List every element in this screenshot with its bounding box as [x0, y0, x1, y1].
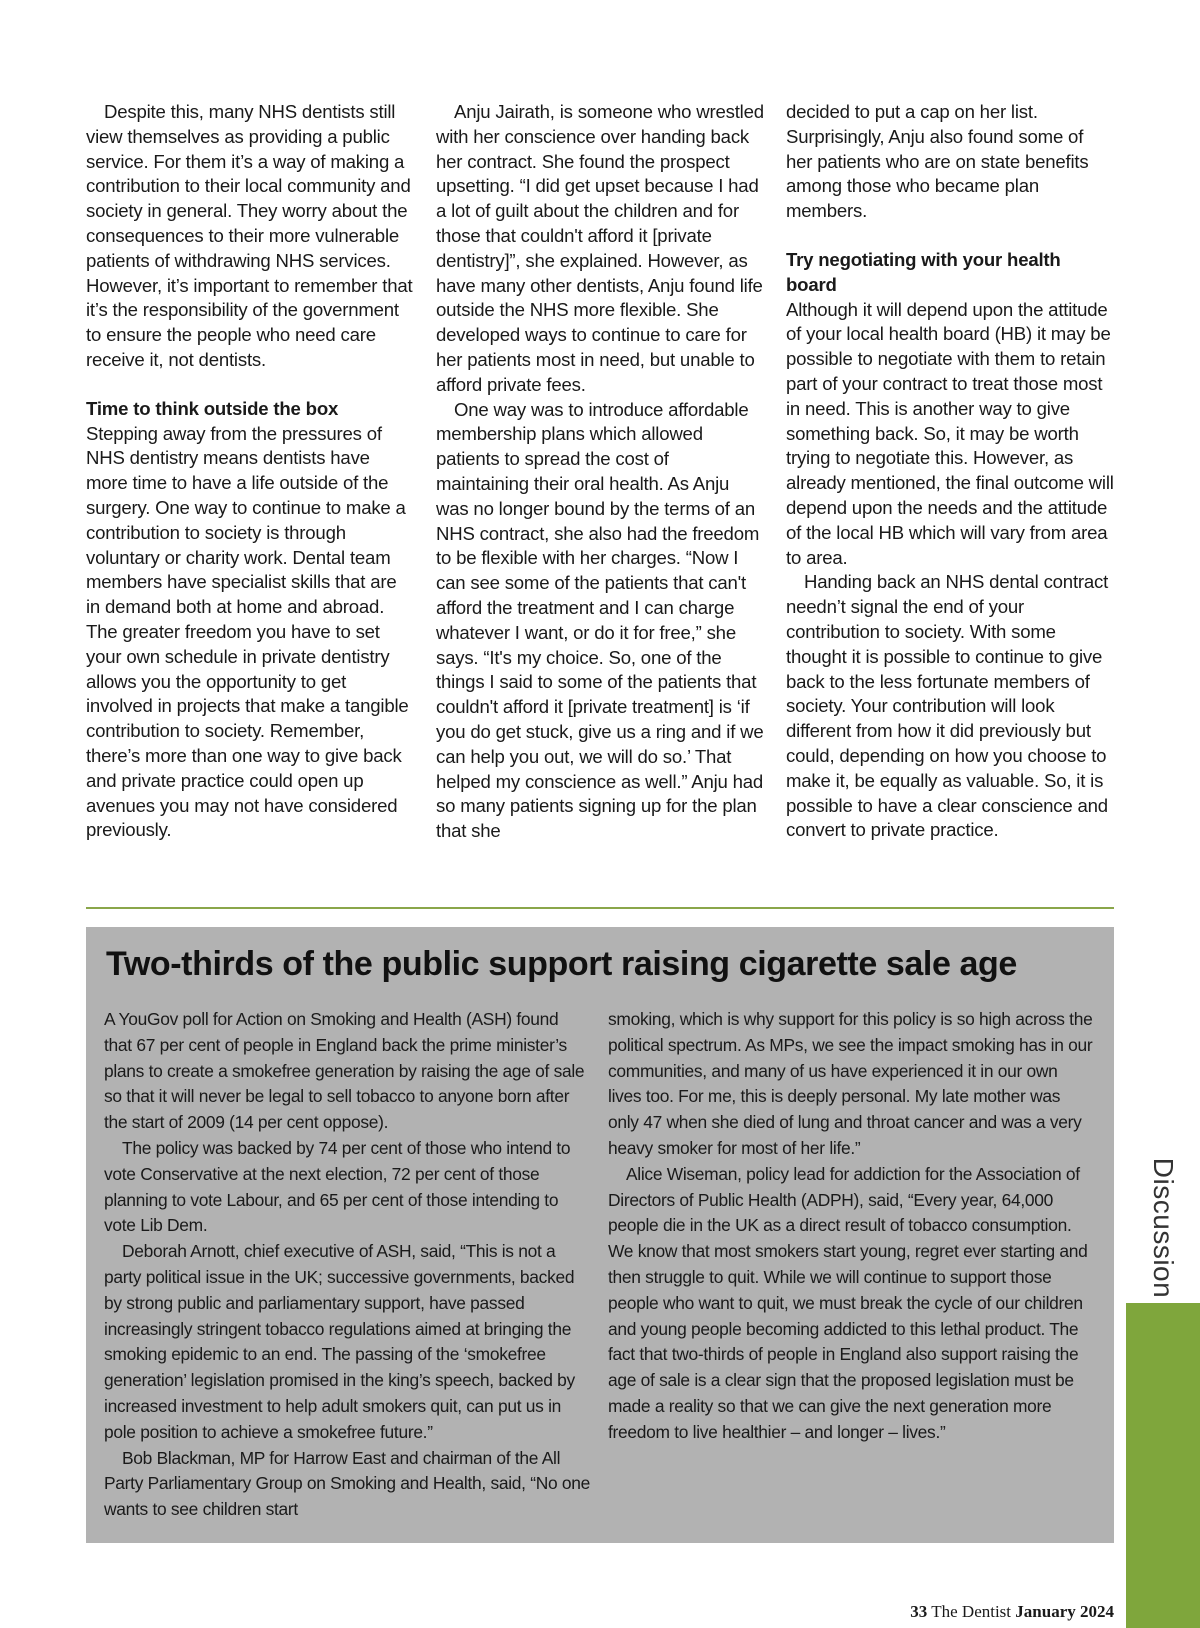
article-paragraph: decided to put a cap on her list. Surprisingly, Anju also found some of her patients who are on state benefits among those who became plan members. — [786, 101, 1089, 222]
issue-date: January 2024 — [1015, 1602, 1114, 1621]
article-paragraph: Stepping away from the pressures of NHS dentistry means dentists have more time to have a life outside of the surgery. One way to continue to make a contribution to society is through voluntary or charity work. Dental team members have specialist skills that are in demand both at home and abroad. The greater freedom you have to set your own schedule in private dentistry allows you the opportunity to get involved in projects that make a tangible contribution to society. Remember, there’s more than one way to give back and private practice could open up avenues you may not have considered previously. — [86, 422, 409, 841]
boxout-paragraph: The policy was backed by 74 per cent of those who intend to vote Conservative at the next election, 72 per cent of those planning to vote Labour, and 65 per cent of those intending to vote Lib Dem. — [104, 1137, 571, 1236]
boxout-paragraph: Bob Blackman, MP for Harrow East and chairman of the All Party Parliamentary Group on Smoking and Health, said, “No one wants to see children start — [104, 1447, 590, 1520]
boxout-paragraph: A YouGov poll for Action on Smoking and Health (ASH) found that 67 per cent of people in England back the prime minister’s plans to create a smokefree generation by raising the age of sale so that it will never be legal to sell tobacco to anyone born after the start of 2009 (14 per cent oppose). — [104, 1009, 585, 1133]
boxout-title: Two-thirds of the public support raising cigarette sale age — [106, 945, 1017, 983]
article-column-3 — [786, 100, 1114, 843]
boxout-paragraph: Alice Wiseman, policy lead for addiction for the Association of Directors of Public Health (ADPH), said, “Every year, 64,000 people die in the UK as a direct result of tobacco consumption. We know that most smokers start young, regret ever starting and then struggle to quit. While we will continue to support those people who want to quit, we must break the cycle of our children and young people becoming addicted to this lethal product. The fact that two-thirds of people in England also support raising the age of sale is a clear sign that the proposed legislation must be made a reality so that we can give the next generation more freedom to live healthier – and longer – lives.” — [608, 1163, 1088, 1442]
boxout-column-1 — [104, 1007, 590, 1523]
section-heading: Time to think outside the box — [86, 397, 339, 419]
article-paragraph: One way was to introduce affordable membership plans which allowed patients to spread the cost of maintaining their oral health. As Anju was no longer bound by the terms of an NHS contract, she also had the freedom to be flexible with her charges. “Now I can see some of the patients that can't afford the treatment and I can charge whatever I want, or do it for free,” she says. “It's my choice. So, one of the things I said to some of the patients that couldn't afford it [private treatment] is ‘if you do get stuck, give us a ring and if we can help you out, we will do so.’ That helped my conscience as well.” Anju had so many patients signing up for the plan that she — [436, 398, 764, 842]
boxout-paragraph: Deborah Arnott, chief executive of ASH, said, “This is not a party political issue in the UK; successive governments, backed by strong public and parliamentary support, have passed increasingly stringent tobacco regulations aimed at bringing the smoking epidemic to an end. The passing of the ‘smokefree generation’ legislation promised in the king’s speech, backed by increased investment to help adult smokers quit, can put us in pole position to achieve a smokefree future.” — [104, 1241, 575, 1442]
page-footer — [910, 1602, 1114, 1622]
article-column-1 — [86, 100, 414, 843]
page-number: 33 — [910, 1602, 928, 1621]
boxout-column-2 — [608, 1007, 1094, 1446]
section-heading: Try negotiating with your health board — [786, 248, 1061, 295]
section-tab — [1126, 1303, 1200, 1628]
article-paragraph: Although it will depend upon the attitude of your local health board (HB) it may be possible to negotiate with them to retain part of your contract to treat those most in need. This is another way to give something back. So, it may be worth trying to negotiate this. However, as already mentioned, the final outcome will depend upon the needs and the attitude of the local HB which will vary from area to area. — [786, 298, 1114, 568]
section-label: Discussion — [1148, 1157, 1179, 1299]
news-boxout — [86, 927, 1114, 1543]
article-paragraph: Handing back an NHS dental contract needn’t signal the end of your contribution to society. With some thought it is possible to continue to give back to the less fortunate members of society. Your contribution will look different from how it did previously but could, depending on how you choose to make it, be equally as valuable. So, it is possible to have a clear conscience and convert to private practice. — [786, 571, 1109, 841]
article-paragraph: Despite this, many NHS dentists still view themselves as providing a public service. For them it’s a way of making a contribution to their local community and society in general. They worry about the consequences to their more vulnerable patients of withdrawing NHS services. However, it’s important to remember that it’s the responsibility of the government to ensure the people who need care receive it, not dentists. — [86, 101, 413, 370]
section-divider — [86, 907, 1114, 909]
article-column-2 — [436, 100, 764, 844]
publication-name: The Dentist — [931, 1602, 1012, 1621]
article-paragraph: Anju Jairath, is someone who wrestled with her conscience over handing back her contract. She found the prospect upsetting. “I did get upset because I had a lot of guilt about the children and for those that couldn't afford it [private dentistry]”, she explained. However, as have many other dentists, Anju found life outside the NHS more flexible. She developed ways to continue to care for her patients most in need, but unable to afford private fees. — [436, 101, 764, 395]
boxout-paragraph: smoking, which is why support for this policy is so high across the political spectrum. As MPs, we see the impact smoking has in our communities, and many of us have experienced it in our own lives too. For me, this is deeply personal. My late mother was only 47 when she died of lung and throat cancer and was a very heavy smoker for most of her life.” — [608, 1009, 1093, 1158]
